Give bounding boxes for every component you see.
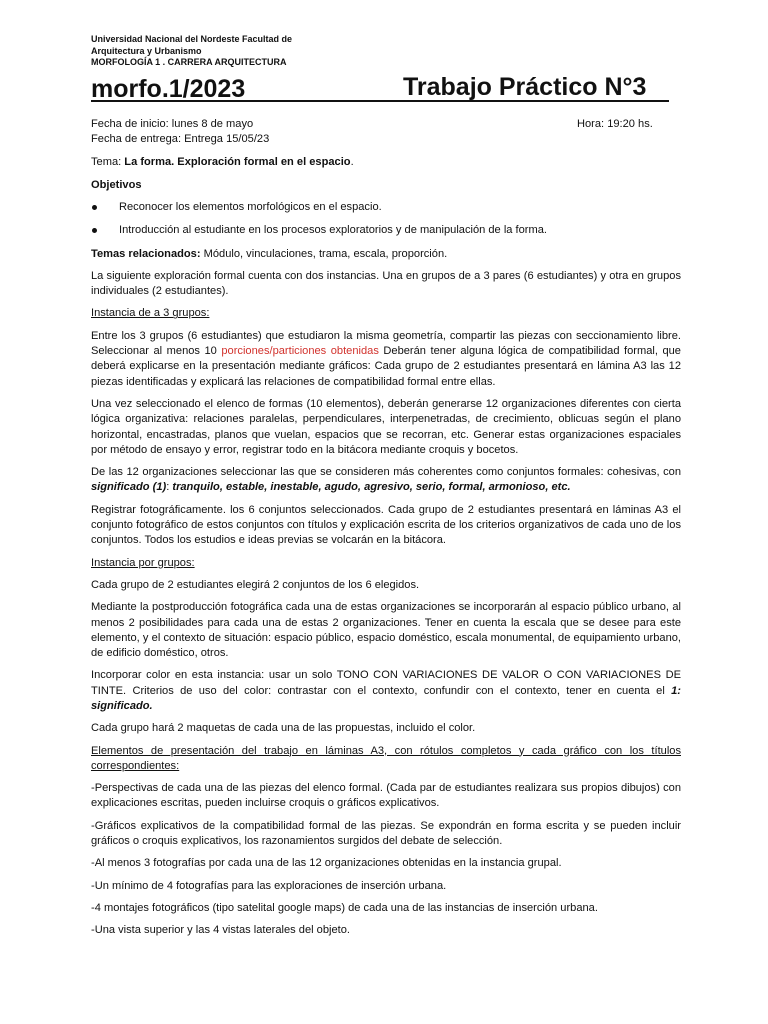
course-name: MORFOLOGÍA 1 . CARRERA ARQUITECTURA <box>91 57 287 68</box>
class-time: Hora: 19:20 hs. <box>577 117 653 130</box>
start-date-row <box>91 117 681 132</box>
intro-paragraph: La siguiente exploración formal cuenta con dos instancias. Una en grupos de a 3 pares (6 estudiantes) y otra en grupos individuales (2 estudiantes). <box>91 269 681 298</box>
elementos-item: -Gráficos explicativos de la compatibilidad formal de las piezas. Se expondrán en forma escrita y se pueden incluir gráficos o croquis explicativos, los razonamientos surgidos del debate de selección. <box>91 819 681 848</box>
objetivo-text: Reconocer los elementos morfológicos en el espacio. <box>119 200 382 213</box>
instancia-grupos-paragraph-1: Cada grupo de 2 estudiantes elegirá 2 conjuntos de los 6 elegidos. <box>91 578 420 591</box>
instancia3-paragraph-4: Registrar fotográficamente. los 6 conjuntos seleccionados. Cada grupo de 2 estudiantes presentará en láminas A3 el conjunto fotográfico de estos conjuntos con títulos y explicación escrita de los criterios organizativos de cada uno de los conjuntos. Todos los estudios e ideas previas se volcarán en la bitácora. <box>91 503 681 547</box>
text-span: De las 12 organizaciones seleccionar las que se consideren más coherentes como conjuntos formales: cohesivas, con <box>91 466 681 479</box>
significado-term: significado (1) <box>91 481 167 494</box>
bullet-icon <box>92 228 97 233</box>
elementos-item: -Un mínimo de 4 fotografías para las exploraciones de inserción urbana. <box>91 879 447 892</box>
highlighted-text: porciones/particiones obtenidas <box>221 345 379 358</box>
elementos-item: -Perspectivas de cada una de las piezas del elenco formal. (Cada par de estudiantes realizara sus propios dibujos) con explicaciones escritas, pueden incluirse croquis o gráficos explicativos. <box>91 782 681 810</box>
bullet-icon <box>92 205 97 210</box>
start-date: Fecha de inicio: lunes 8 de mayo <box>91 117 254 130</box>
institution-name <box>91 34 681 69</box>
tema-end: . <box>350 156 354 169</box>
title-right: Trabajo Práctico N°3 <box>403 72 647 101</box>
instancia-grupos-paragraph-3 <box>91 668 681 714</box>
instancia-grupos-paragraph-4: Cada grupo hará 2 maquetas de cada una de las propuestas, incluido el color. <box>91 722 476 735</box>
significado-term: 1: significado. <box>91 684 681 712</box>
list-item <box>91 200 681 215</box>
tema-value: La forma. Exploración formal en el espacio <box>124 156 351 169</box>
temas-relacionados <box>91 247 681 262</box>
text-span: Entre los 3 grupos (6 estudiantes) que estudiaron la misma geometría, compartir las piezas con seccionamiento libre. Seleccionar al menos 10 <box>91 329 681 358</box>
list-item <box>91 223 681 238</box>
temas-label: Temas relacionados: <box>91 247 201 260</box>
objetivo-text: Introducción al estudiante en los procesos exploratorios y de manipulación de la forma. <box>119 224 547 237</box>
text-span: : <box>166 481 173 494</box>
elementos-item: -4 montajes fotográficos (tipo satelital google maps) de cada una de las instancias de inserción urbana. <box>91 901 598 914</box>
text-span: Deberán tener alguna lógica de compatibilidad formal, que deberá explicarse en la presentación mediante gráficos: Cada grupo de 2 estudiantes presentará en lámina A3 las 12 piezas identificadas y explicará las relaciones de compatibilidad formal entre ellas. <box>91 345 681 388</box>
title-left: morfo.1/2023 <box>91 74 246 103</box>
document-title <box>91 72 681 106</box>
institution-line-1: Universidad Nacional del Nordeste Facultad de <box>91 34 293 44</box>
elementos-item: -Al menos 3 fotografías por cada una de las 12 organizaciones obtenidas en la instancia grupal. <box>91 857 562 870</box>
instancia3-heading: Instancia de a 3 grupos: <box>91 307 210 320</box>
tema-line <box>91 155 681 170</box>
instancia3-paragraph-2: Una vez seleccionado el elenco de formas (10 elementos), deberán generarse 12 organizaciones diferentes con cierta lógica organizativa: relaciones paralelas, perpendiculares, interpenetradas, de crecimiento, oblicuas según el plano horizontal, encastradas, planos que vuelan, espacios que se recorran, etc. Generar estas organizaciones espaciales por método de ensayo y error, registrar todo en la bitácora mediante croquis y bocetos. <box>91 397 681 456</box>
institution-line-2: Arquitectura y Urbanismo <box>91 45 202 56</box>
objetivos-list <box>91 200 681 239</box>
instancia-grupos-heading: Instancia por grupos: <box>91 556 195 569</box>
delivery-date: Fecha de entrega: Entrega 15/05/23 <box>91 133 270 146</box>
elementos-item: -Una vista superior y las 4 vistas laterales del objeto. <box>91 924 350 937</box>
elementos-heading: Elementos de presentación del trabajo en láminas A3, con rótulos completos y cada gráfico con los títulos correspondientes: <box>91 744 681 772</box>
instancia3-paragraph-3 <box>91 465 681 496</box>
instancia3-paragraph-1 <box>91 329 681 390</box>
tema-label: Tema: <box>91 156 125 169</box>
adjective-list: tranquilo, estable, inestable, agudo, agresivo, serio, formal, armonioso, etc. <box>172 481 571 494</box>
instancia-grupos-paragraph-2: Mediante la postproducción fotográfica cada una de estas organizaciones se incorporarán al espacio público urbano, al menos 2 posibilidades para cada una de estas 2 organizaciones. Tener en cuenta la escala que se desee para este elemento, y el contexto de situación: espacio público, espacio doméstico, escala monumental, de equipamiento urbano, de edificio doméstico, otros. <box>91 601 681 660</box>
document-page <box>91 34 681 946</box>
text-span: Incorporar color en esta instancia: usar un solo TONO CON VARIACIONES DE VALOR O CON VARIACIONES DE TINTE. Criterios de uso del color: contrastar con el contexto, confundir con el contexto, tener en cuenta el <box>91 669 681 697</box>
objetivos-heading: Objetivos <box>91 178 142 191</box>
temas-value: Módulo, vinculaciones, trama, escala, proporción. <box>200 247 448 260</box>
